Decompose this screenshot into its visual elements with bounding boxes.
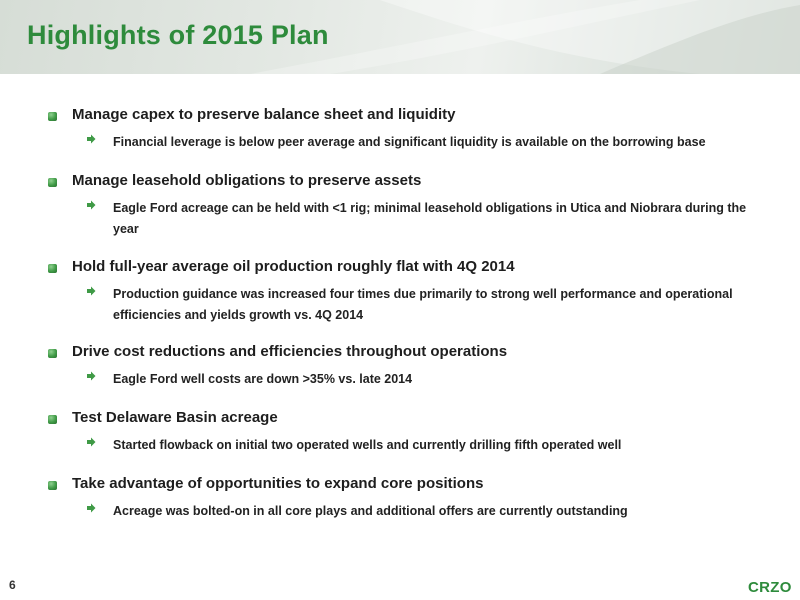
bullet-row [48, 258, 768, 280]
bullet-row [48, 172, 768, 194]
sub-bullet-row [48, 435, 768, 456]
sub-bullet-row [48, 198, 768, 240]
arrow-bullet-icon [86, 371, 96, 381]
arrow-bullet-icon [86, 437, 96, 447]
square-bullet-icon [48, 481, 57, 490]
list-item [48, 106, 768, 153]
company-logo: CRZO [748, 579, 792, 596]
arrow-bullet-icon [86, 503, 96, 513]
sub-bullet-row [48, 284, 768, 326]
square-bullet-icon [48, 178, 57, 187]
arrow-bullet-icon [86, 200, 96, 210]
list-item [48, 409, 768, 456]
arrow-bullet-icon [86, 134, 96, 144]
list-item [48, 172, 768, 240]
bullet-text: Manage leasehold obligations to preserve assets [72, 172, 422, 189]
bullet-text: Hold full-year average oil production roughly flat with 4Q 2014 [72, 258, 515, 275]
sub-bullet-text: Acreage was bolted-on in all core plays and additional offers are currently outstanding [113, 504, 628, 518]
square-bullet-icon [48, 349, 57, 358]
square-bullet-icon [48, 415, 57, 424]
sub-bullet-text: Started flowback on initial two operated wells and currently drilling fifth operated well [113, 438, 622, 452]
bullet-text: Drive cost reductions and efficiencies throughout operations [72, 343, 508, 360]
list-item [48, 258, 768, 326]
list-item [48, 475, 768, 522]
bullet-row [48, 475, 768, 497]
sub-bullet-row [48, 501, 768, 522]
bullet-row [48, 409, 768, 431]
bullet-text: Take advantage of opportunities to expand core positions [72, 475, 484, 492]
square-bullet-icon [48, 112, 57, 121]
sub-bullet-text: Eagle Ford acreage can be held with <1 rig; minimal leasehold obligations in Utica and Niobrara during the year [113, 201, 747, 236]
sub-bullet-text: Eagle Ford well costs are down >35% vs. late 2014 [113, 372, 413, 386]
bullet-row [48, 343, 768, 365]
bullet-text: Manage capex to preserve balance sheet and liquidity [72, 106, 456, 123]
page-number: 6 [9, 578, 16, 592]
bullet-text: Test Delaware Basin acreage [72, 409, 278, 426]
page-title: Highlights of 2015 Plan [27, 20, 329, 50]
arrow-bullet-icon [86, 286, 96, 296]
list-item [48, 343, 768, 390]
sub-bullet-text: Financial leverage is below peer average and significant liquidity is available on the borrowing base [113, 135, 706, 149]
sub-bullet-text: Production guidance was increased four times due primarily to strong well performance and operational efficiencies and yields growth vs. 4Q 2014 [113, 287, 733, 322]
sub-bullet-row [48, 132, 768, 153]
square-bullet-icon [48, 264, 57, 273]
sub-bullet-row [48, 369, 768, 390]
bullet-row [48, 106, 768, 128]
